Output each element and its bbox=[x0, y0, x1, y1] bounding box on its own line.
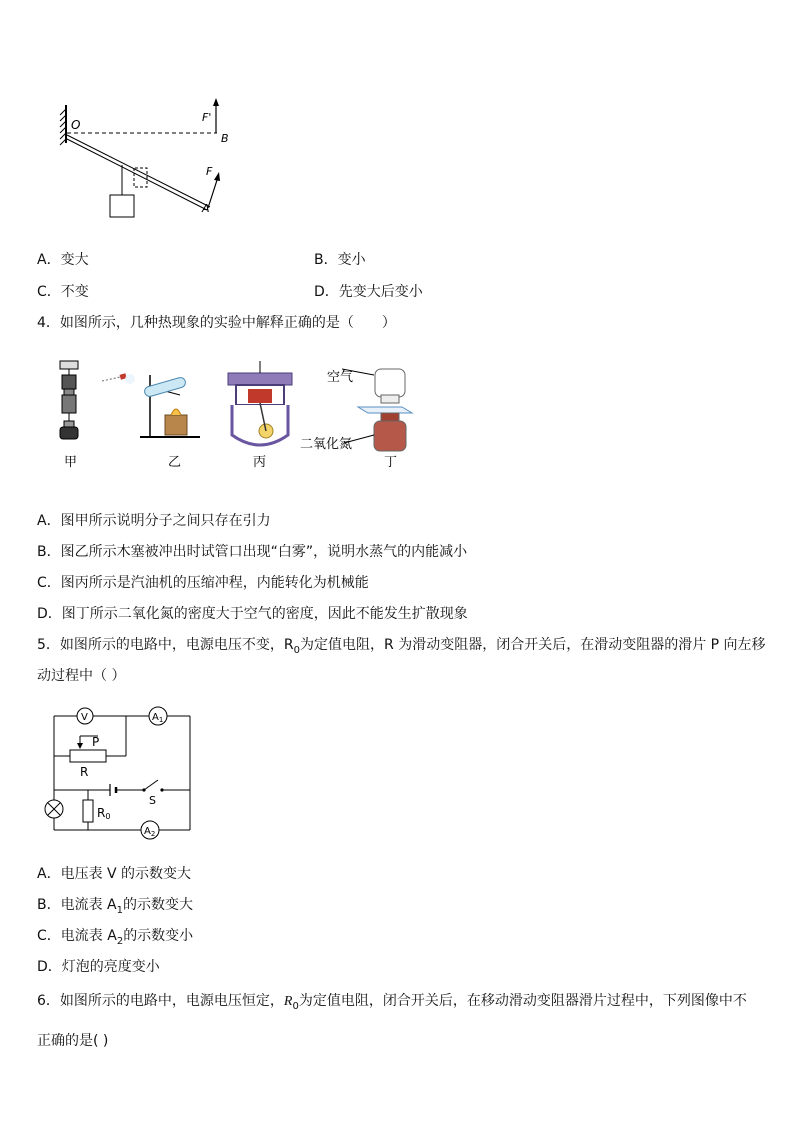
caption-bing: 丙 bbox=[253, 455, 267, 470]
q3-option-d[interactable]: D．先变大后变小 bbox=[314, 284, 423, 300]
caption-yi: 乙 bbox=[168, 455, 182, 470]
dashed-arm-mark bbox=[134, 168, 147, 187]
label-v: V bbox=[81, 712, 88, 723]
label-air: 空气 bbox=[327, 370, 354, 385]
q3-option-c[interactable]: C．不变 bbox=[37, 284, 89, 300]
circuit-figure-q5 bbox=[40, 700, 200, 840]
lever-figure bbox=[50, 95, 250, 225]
weight-box bbox=[110, 195, 134, 217]
label-f-prime: F' bbox=[202, 111, 212, 124]
q6-stem-line1: 6．如图所示的电路中，电源电压恒定，$R_0$为定值电阻，闭合开关后，在移动滑动变阻器滑片过程中，下列图像中不 bbox=[37, 993, 747, 1012]
switch-s bbox=[144, 780, 158, 790]
q4-option-a[interactable]: A．图甲所示说明分子之间只存在引力 bbox=[37, 513, 271, 529]
label-a2: $A_2$ bbox=[144, 826, 156, 838]
label-r0: R0 bbox=[97, 806, 111, 821]
q5-option-a[interactable]: A．电压表 V 的示数变大 bbox=[37, 866, 192, 882]
q4-option-b[interactable]: B．图乙所示木塞被冲出时试管口出现“白雾”，说明水蒸气的内能减小 bbox=[37, 544, 468, 560]
q5-stem-line1: 5．如图所示的电路中，电源电压不变，$R_0$为定值电阻，R 为滑动变阻器，闭合开关后，在滑动变阻器的滑片 P 向左移 bbox=[37, 637, 766, 656]
lever-bar bbox=[67, 135, 210, 207]
figure-yi bbox=[102, 373, 200, 437]
f-prime-arrowhead bbox=[213, 98, 219, 106]
label-a1: $A_1$ bbox=[152, 712, 164, 724]
q5-option-b[interactable]: B．电流表 $A_1$的示数变大 bbox=[37, 897, 194, 916]
label-f: F bbox=[206, 165, 213, 178]
label-p: P bbox=[92, 735, 100, 749]
rheostat-r bbox=[70, 750, 106, 762]
q3-option-a[interactable]: A．变大 bbox=[37, 252, 89, 268]
f-arrowhead bbox=[214, 172, 220, 181]
q4-option-d[interactable]: D．图丁所示二氧化氮的密度大于空气的密度，因此不能发生扩散现象 bbox=[37, 606, 468, 622]
label-no2: 二氧化氮 bbox=[300, 437, 353, 452]
q4-stem: 4．如图所示，几种热现象的实验中解释正确的是（ ） bbox=[37, 315, 396, 331]
q4-option-c[interactable]: C．图丙所示是汽油机的压缩冲程，内能转化为机械能 bbox=[37, 575, 369, 591]
label-o: O bbox=[71, 118, 81, 132]
label-b: B bbox=[221, 132, 229, 145]
thermal-experiments-figure bbox=[40, 355, 420, 475]
label-r: R bbox=[80, 765, 89, 779]
q5-option-d[interactable]: D．灯泡的亮度变小 bbox=[37, 959, 160, 975]
figure-jia bbox=[60, 361, 78, 439]
label-s: S bbox=[149, 794, 156, 807]
caption-ding: 丁 bbox=[384, 455, 398, 470]
q5-stem-line2: 动过程中（ ） bbox=[37, 668, 126, 684]
label-a: A bbox=[202, 202, 210, 215]
caption-jia: 甲 bbox=[64, 455, 78, 470]
q3-option-b[interactable]: B．变小 bbox=[314, 252, 366, 268]
resistor-r0 bbox=[83, 800, 93, 822]
q6-stem-line2: 正确的是( ) bbox=[37, 1033, 109, 1049]
q5-option-c[interactable]: C．电流表 $A_2$的示数变小 bbox=[37, 928, 194, 947]
figure-bing bbox=[228, 361, 292, 445]
